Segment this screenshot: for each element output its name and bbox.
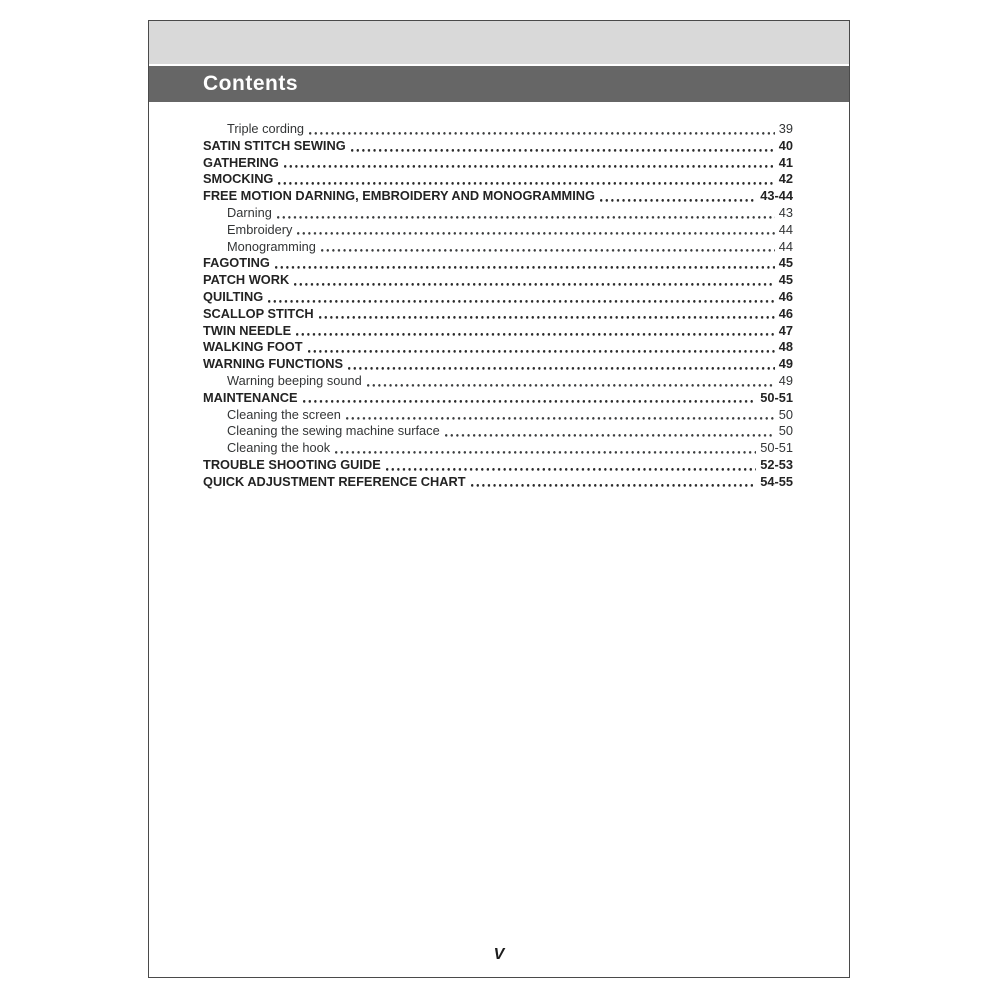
toc-entry [203,289,793,306]
toc-entry [203,423,793,440]
toc-entry-page: 44 [778,221,793,237]
header-band [149,21,849,64]
toc-entry-label: TROUBLE SHOOTING GUIDE [203,456,381,472]
dot-leader [294,272,775,289]
toc-entry-page: 43-44 [760,188,793,204]
toc-entry [203,323,793,340]
toc-entry [203,222,793,239]
toc-entry [203,474,793,491]
toc-entry-page: 45 [778,272,793,288]
dot-leader [309,121,775,138]
toc-entry-page: 50-51 [760,440,793,456]
toc-entry [203,239,793,256]
contents-header-bar [149,66,849,102]
dot-leader [297,222,774,239]
toc-entry [203,440,793,457]
toc-entry-page: 39 [778,121,793,136]
toc-entry-page: 43 [778,204,793,220]
toc-entry-label: Triple cording [227,121,305,136]
toc-entry-label: FREE MOTION DARNING, EMBROIDERY AND MONOGRAMMING [203,188,595,204]
toc-entry-label: PATCH WORK [203,272,290,288]
toc-entry [203,457,793,474]
dot-leader [308,339,775,356]
toc-entry [203,188,793,205]
dot-leader [277,205,775,222]
toc-entry [203,407,793,424]
toc-entry-label: Darning [227,204,272,220]
toc-entry-page: 46 [778,288,793,304]
dot-leader [303,390,757,407]
toc-entry [203,373,793,390]
toc-entry [203,121,793,138]
toc-entry-label: QUILTING [203,288,264,304]
dot-leader [284,155,775,172]
toc-list [149,121,849,491]
toc-entry-page: 50 [778,423,793,439]
toc-entry-label: WALKING FOOT [203,339,303,355]
toc-entry [203,306,793,323]
toc-entry-label: SATIN STITCH SEWING [203,137,346,153]
toc-entry [203,138,793,155]
toc-entry-label: Cleaning the sewing machine surface [227,423,440,439]
toc-entry-page: 45 [778,255,793,271]
dot-leader [600,188,756,205]
dot-leader [367,373,775,390]
toc-entry-label: FAGOTING [203,255,270,271]
dot-leader [351,138,775,155]
toc-entry-page: 40 [778,137,793,153]
dot-leader [321,239,775,256]
toc-entry-label: Embroidery [227,221,293,237]
toc-entry-label: Monogramming [227,238,316,254]
toc-entry-label: GATHERING [203,154,279,170]
toc-entry-page: 48 [778,339,793,355]
dot-leader [348,356,775,373]
toc-entry [203,356,793,373]
toc-entry [203,390,793,407]
toc-entry-page: 52-53 [760,456,793,472]
toc-entry-label: Warning beeping sound [227,372,362,388]
dot-leader [335,440,756,457]
toc-entry-page: 54-55 [760,473,793,489]
toc-entry [203,255,793,272]
toc-entry-label: QUICK ADJUSTMENT REFERENCE CHART [203,473,466,489]
dot-leader [296,323,775,340]
dot-leader [319,306,775,323]
toc-entry-label: WARNING FUNCTIONS [203,356,344,372]
toc-entry-page: 49 [778,372,793,388]
toc-entry [203,205,793,222]
toc-entry [203,272,793,289]
toc-entry-label: Cleaning the hook [227,440,331,456]
toc-entry-page: 41 [778,154,793,170]
page-title: Contents [203,72,298,95]
dot-leader [471,474,757,491]
toc-entry-page: 50 [778,406,793,422]
toc-entry-page: 47 [778,322,793,338]
toc-entry-label: TWIN NEEDLE [203,322,292,338]
toc-entry-page: 44 [778,238,793,254]
toc-entry-label: MAINTENANCE [203,389,298,405]
dot-leader [386,457,757,474]
toc-entry [203,171,793,188]
toc-entry-page: 46 [778,305,793,321]
toc-entry-label: SMOCKING [203,171,274,187]
dot-leader [445,423,775,440]
toc-entry-label: Cleaning the screen [227,406,341,422]
toc-entry [203,339,793,356]
toc-entry [203,155,793,172]
dot-leader [268,289,775,306]
dot-leader [346,407,775,424]
toc-entry-page: 50-51 [760,389,793,405]
dot-leader [275,255,775,272]
folio-page-number: V [493,946,505,963]
toc-entry-page: 49 [778,356,793,372]
manual-page [148,20,850,978]
dot-leader [278,171,774,188]
toc-entry-page: 42 [778,171,793,187]
toc-entry-label: SCALLOP STITCH [203,305,314,321]
